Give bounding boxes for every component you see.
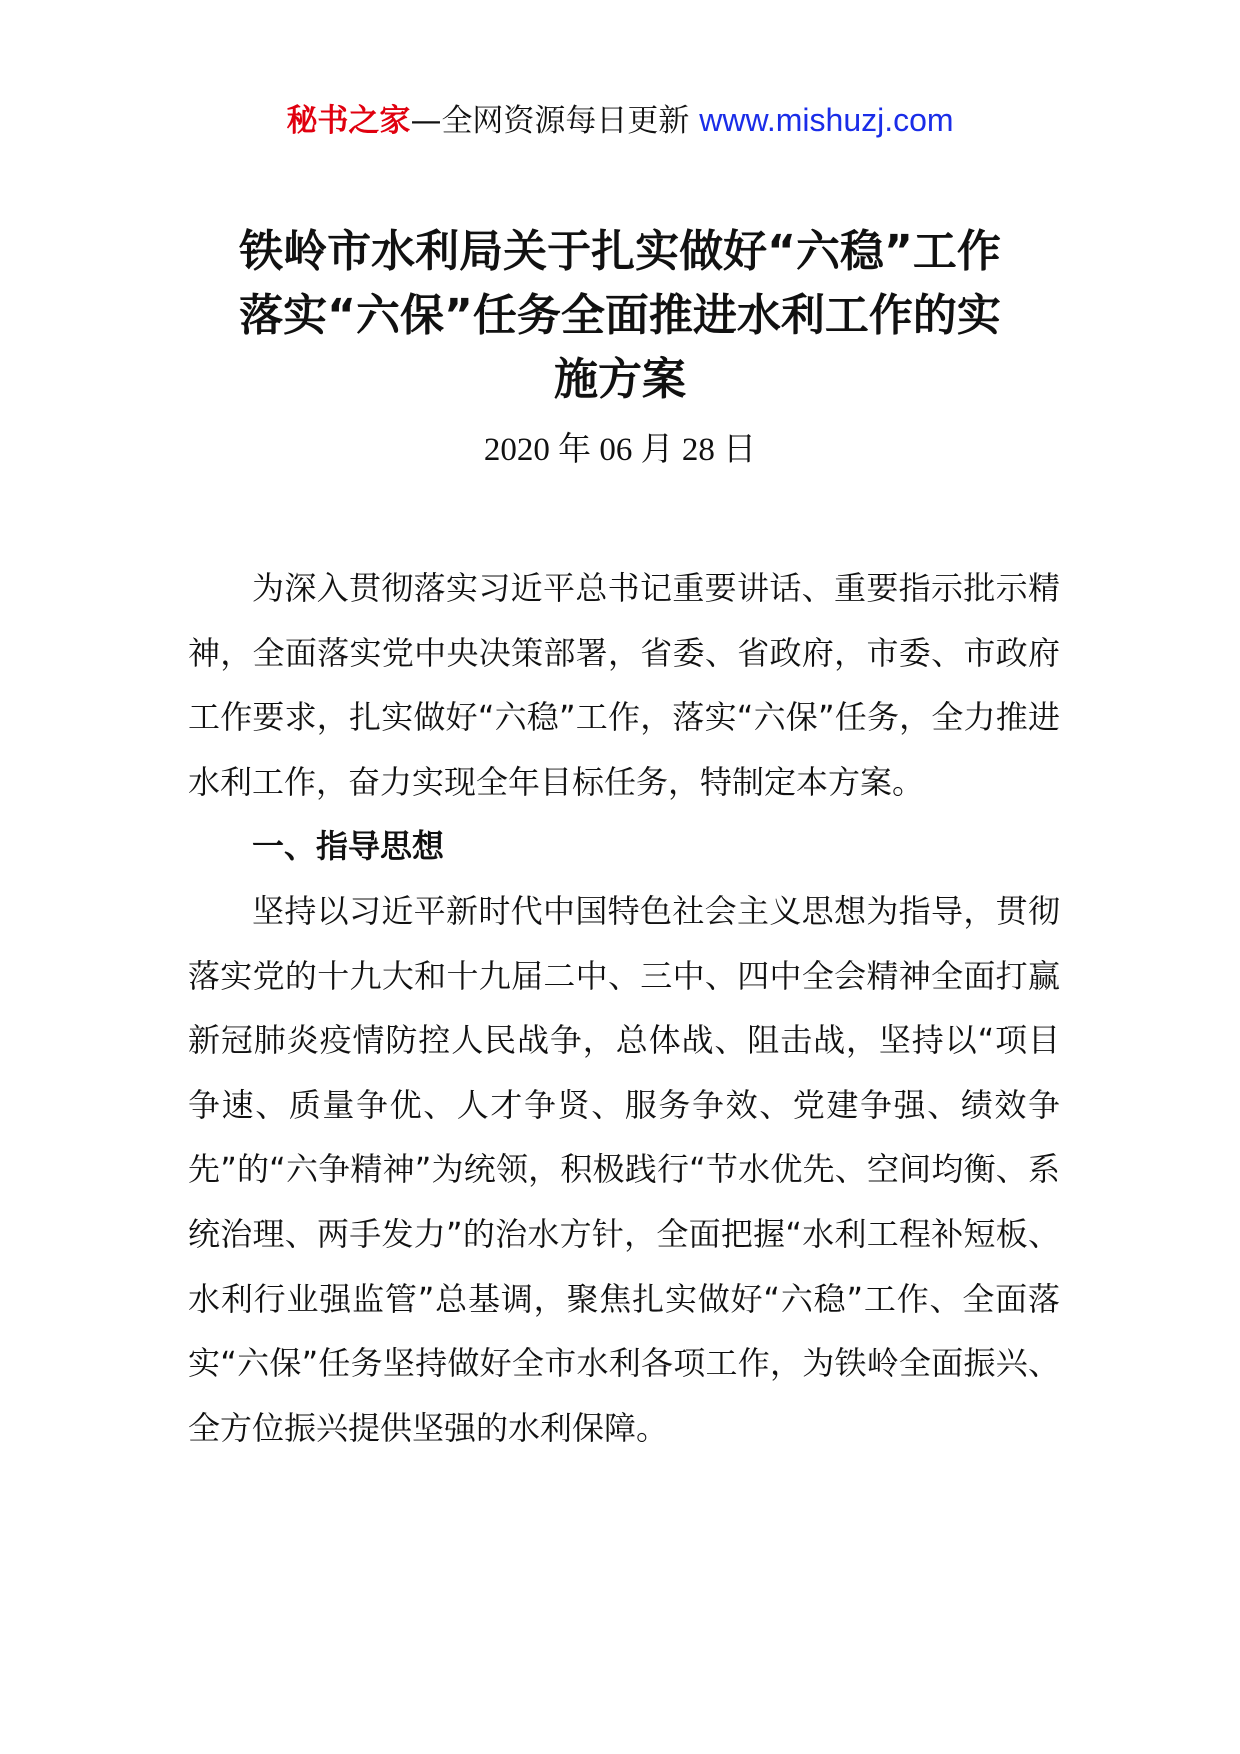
document-date: 2020 年 06 月 28 日 [483,432,757,468]
site-brand: 秘书之家 [286,103,411,139]
intro-paragraph: 为深入贯彻落实习近平总书记重要讲话、重要指示批示精神，全面落实党中央决策部署，省委、省政府，市委、市政府工作要求，扎实做好“六稳”工作，落实“六保”任务，全力推进水利工作，奋力实现全年目标任务，特制定本方案。 [188,569,1060,801]
title-line-1: 铁岭市水利局关于扎实做好“六稳”工作 [239,226,1001,277]
site-url-link[interactable]: www.mishuzj.com [699,102,954,138]
section-heading-guiding-ideology: 一、指导思想 [252,827,445,866]
document-title [160,220,1080,412]
site-header [0,100,1240,141]
title-line-2: 落实“六保”任务全面推进水利工作的实 [239,290,1001,341]
document-body [188,556,1060,1460]
guiding-ideology-paragraph: 坚持以习近平新时代中国特色社会主义思想为指导，贯彻落实党的十九大和十九届二中、三中、四中全会精神全面打赢新冠肺炎疫情防控人民战争，总体战、阻击战，坚持以“项目争速、质量争优、人才争贤、服务争效、党建争强、绩效争先”的“六争精神”为统领，积极践行“节水优先、空间均衡、系统治理、两手发力”的治水方针，全面把握“水利工程补短板、水利行业强监管”总基调，聚焦扎实做好“六稳”工作、全面落实“六保”任务坚持做好全市水利各项工作，为铁岭全面振兴、全方位振兴提供坚强的水利保障。 [188,891,1060,1447]
title-line-3: 施方案 [554,354,686,405]
site-tagline: —全网资源每日更新 [410,103,690,139]
